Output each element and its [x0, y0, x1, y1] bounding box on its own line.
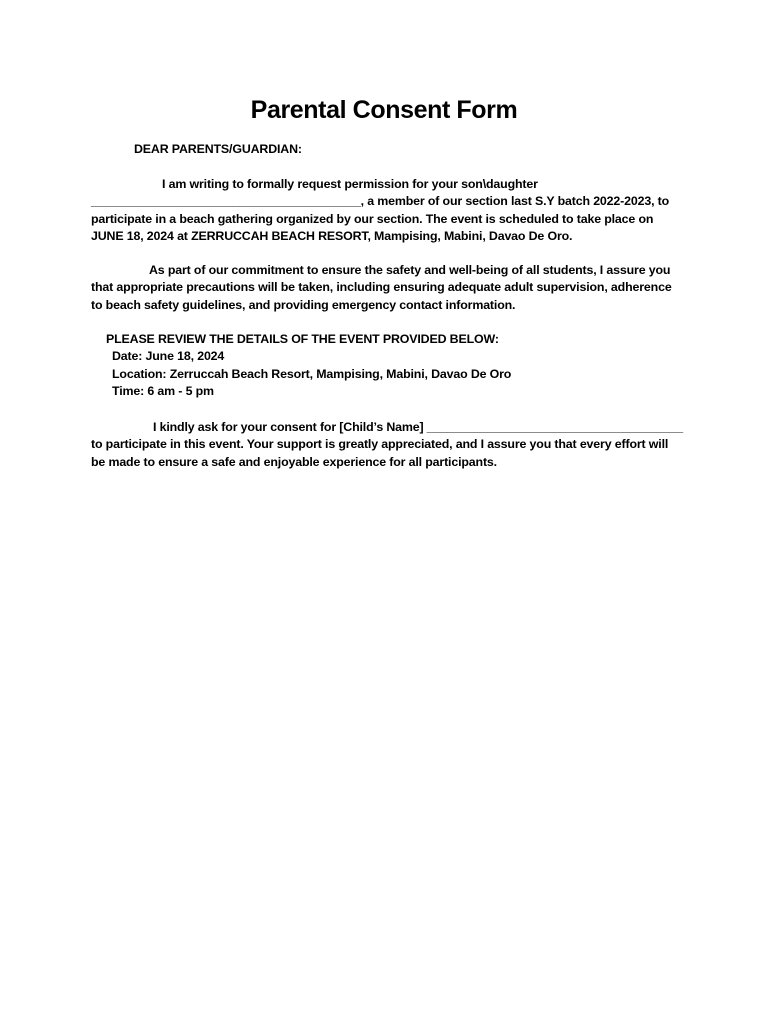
paragraph-line: As part of our commitment to ensure the safety and well-being of all students, I assure you: [149, 263, 671, 277]
salutation: [134, 141, 724, 158]
event-date: Date: June 18, 2024: [112, 349, 225, 364]
event-time: Time: 6 am - 5 pm: [112, 384, 214, 399]
paragraph-line: be made to ensure a safe and enjoyable experience for all participants.: [91, 454, 497, 469]
paragraph-line: I kindly ask for your consent for [Child’s Name] ______________________________________: [153, 420, 683, 434]
event-location: Location: Zerruccah Beach Resort, Mampising, Mabini, Davao De Oro: [112, 366, 512, 381]
paragraph-line: to participate in this event. Your support is greatly appreciated, and I assure you that every effort will: [91, 437, 669, 452]
paragraph-line: participate in a beach gathering organized by our section. The event is scheduled to take place on: [91, 211, 654, 226]
page-title: Parental Consent Form: [250, 96, 518, 124]
paragraph-line: that appropriate precautions will be taken, including ensuring adequate adult supervision, adherence: [91, 280, 672, 295]
request-paragraph: [91, 176, 681, 246]
paragraph-line: ________________________________________, a member of our section last S.Y batch 2022-2023, to: [91, 194, 670, 209]
details-heading: PLEASE REVIEW THE DETAILS OF THE EVENT PROVIDED BELOW:: [106, 332, 499, 346]
paragraph-line: I am writing to formally request permission for your son\daughter: [162, 177, 538, 191]
paragraph-line: to beach safety guidelines, and providing emergency contact information.: [91, 297, 516, 312]
event-details: [91, 331, 681, 401]
salutation-line: DEAR PARENTS/GUARDIAN:: [134, 142, 302, 156]
paragraph-line: JUNE 18, 2024 at ZERRUCCAH BEACH RESORT, Mampising, Mabini, Davao De Oro.: [91, 229, 573, 244]
consent-paragraph: [91, 419, 681, 471]
safety-paragraph: [91, 262, 681, 314]
